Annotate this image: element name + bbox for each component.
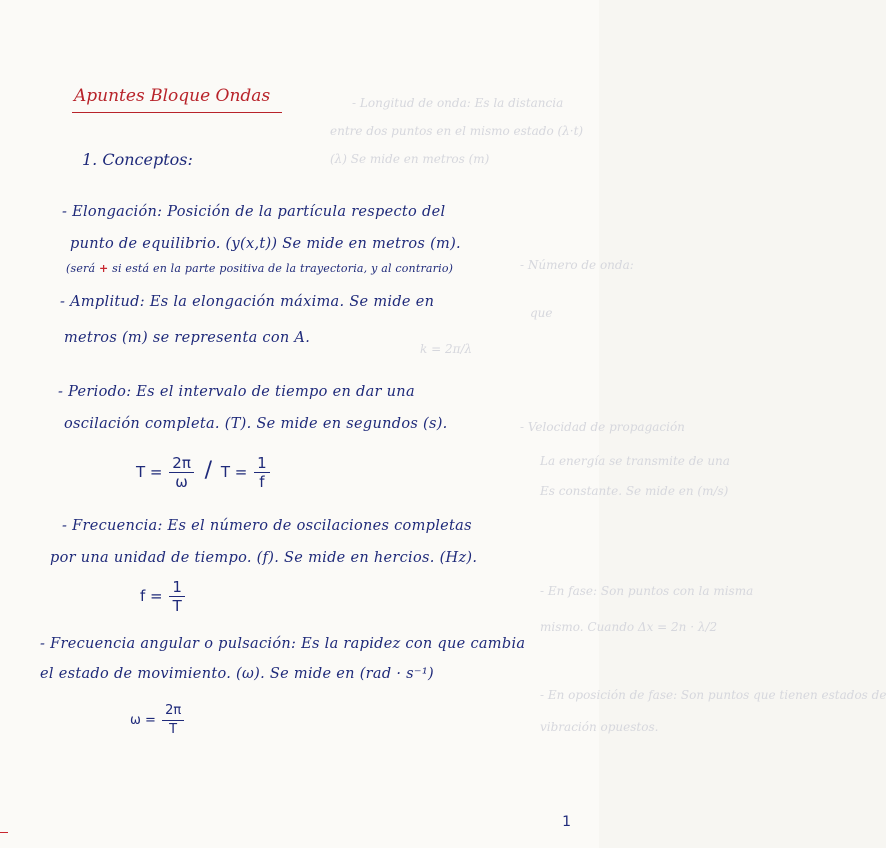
periodo-line-1: - Periodo: Es el intervalo de tiempo en dar una: [58, 384, 415, 400]
section-heading: 1. Conceptos:: [82, 150, 193, 169]
bleed-line: (λ) Se mide en metros (m): [330, 152, 490, 166]
frecuencia-angular-line-2: el estado de movimiento. (ω). Se mide en (rad · s⁻¹): [40, 666, 434, 682]
periodo-formula: [136, 454, 272, 491]
bleed-line: k = 2π/λ: [420, 342, 473, 356]
formula-lhs: f =: [140, 587, 163, 605]
denominator: T: [172, 597, 182, 615]
formula-lhs: ω =: [130, 713, 156, 728]
bleed-line: La energía se transmite de una: [540, 454, 730, 468]
bleed-line: - Velocidad de propagación: [520, 420, 685, 434]
periodo-line-2: oscilación completa. (T). Se mide en segundos (s).: [64, 416, 448, 432]
formula-lhs: T =: [220, 463, 248, 481]
numerator: 1: [254, 454, 270, 473]
denominator: ω: [175, 473, 188, 491]
bleed-line: Es constante. Se mide en (m/s): [540, 484, 729, 498]
bleed-line: vibración opuestos.: [540, 720, 659, 734]
denominator: f: [259, 473, 265, 491]
elongacion-line-2: punto de equilibrio. (y(x,t)) Se mide en metros (m).: [70, 236, 461, 252]
bleed-line: entre dos puntos en el mismo estado (λ·t): [330, 124, 584, 138]
amplitud-line-2: metros (m) se representa con A.: [64, 330, 311, 346]
bleed-line: - En oposición de fase: Son puntos que tienen estados de: [540, 688, 886, 702]
edge-mark: [0, 832, 8, 833]
bleed-line: - Longitud de onda: Es la distancia: [352, 96, 564, 110]
bleed-line: - Número de onda:: [520, 258, 634, 272]
frecuencia-angular-line-1: - Frecuencia angular o pulsación: Es la rapidez con que cambia: [40, 636, 526, 652]
fraction: [254, 454, 270, 491]
numerator: 1: [169, 578, 185, 597]
fraction: [169, 454, 194, 491]
bleed-line: que: [530, 306, 553, 320]
elongacion-line-1: - Elongación: Posición de la partícula respecto del: [62, 204, 446, 220]
fraction: [162, 702, 184, 739]
frecuencia-line-1: - Frecuencia: Es el número de oscilaciones completas: [62, 518, 472, 534]
numerator: 2π: [169, 454, 194, 473]
frecuencia-formula: [140, 578, 187, 615]
note-text-pre: (será: [66, 262, 96, 275]
pulsacion-formula: [130, 702, 186, 739]
formula-lhs: T =: [136, 463, 163, 481]
elongacion-note: [66, 262, 453, 275]
frecuencia-line-2: por una unidad de tiempo. (f). Se mide en hercios. (Hz).: [50, 550, 478, 566]
bleed-line: mismo. Cuando Δx = 2n · λ/2: [540, 620, 718, 634]
title-underline: [72, 112, 282, 113]
page-title: Apuntes Bloque Ondas: [74, 86, 271, 106]
denominator: T: [169, 722, 178, 737]
bleed-line: - En fase: Son puntos con la misma: [540, 584, 754, 598]
fraction: [169, 578, 185, 615]
amplitud-line-1: - Amplitud: Es la elongación máxima. Se mide en: [60, 294, 435, 310]
note-text-post: si está en la parte positiva de la trayectoria, y al contrario): [112, 262, 454, 275]
plus-sign: +: [98, 262, 109, 275]
page-number: 1: [562, 814, 571, 830]
numerator: 2π: [162, 702, 184, 721]
separator-slash: /: [204, 458, 213, 483]
